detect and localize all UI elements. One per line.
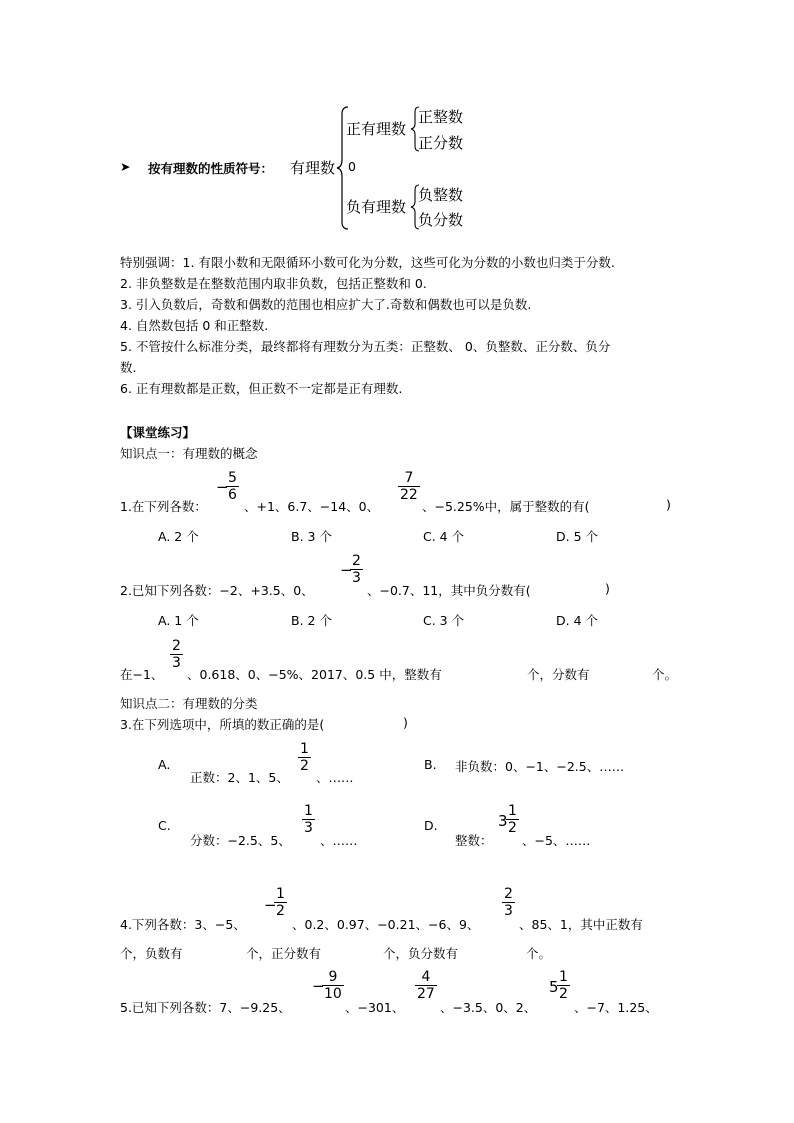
q1-fraction-2	[398, 470, 420, 503]
q2-suffix: 、−0.7、11，其中负分数有(	[367, 583, 531, 598]
q2b-suffix: 、0.618、0、−5%、2017、0.5 中，整数有	[187, 667, 442, 682]
q2-f-den: 3	[352, 570, 361, 586]
q3-a-num: 1	[300, 741, 309, 757]
q2-f-num: 2	[352, 553, 361, 569]
q3-stem: 3.在下列选项中，所填的数正确的是(	[120, 717, 325, 732]
tree-negative: 负有理数	[346, 198, 407, 216]
note-line-6: 6. 正有理数都是正数，但正数不一定都是正有理数.	[120, 381, 403, 396]
q1-fraction-1	[226, 470, 239, 503]
q2-option-d[interactable]: D. 4 个	[556, 613, 598, 628]
q5-f1-num: 9	[328, 969, 338, 985]
q1-option-d[interactable]: D. 5 个	[556, 529, 598, 544]
q3-c-fraction	[302, 803, 315, 836]
note-line-2: 2. 非负整数是在整数范围内取非负数，包括正整数和 0.	[120, 276, 427, 291]
q5-fraction-2	[415, 969, 437, 1002]
q1-f1-num: 5	[228, 470, 237, 486]
q3-c-den: 3	[304, 820, 313, 836]
q3-option-c-label[interactable]: C.	[158, 818, 171, 833]
q4-line2-c: 个，负分数有	[383, 946, 459, 961]
q4-line2-d: 个。	[526, 946, 552, 961]
q5-fraction-3	[557, 969, 570, 1002]
tree-neg-int: 负整数	[418, 186, 464, 204]
q3-d-fraction	[506, 803, 519, 836]
q3-option-b-text: 非负数：0、−1、−2.5、……	[455, 759, 625, 774]
q2-fraction	[350, 553, 363, 586]
tree-pos-int: 正整数	[418, 108, 464, 126]
q5-f3-den: 2	[559, 986, 568, 1002]
note-line-3: 3. 引入负数后，奇数和偶数的范围也相应扩大了.奇数和偶数也可以是负数.	[120, 297, 532, 312]
q3-d-num: 1	[508, 803, 517, 819]
q1-close: )	[666, 497, 671, 512]
q4-f2-num: 2	[504, 886, 513, 902]
tree-positive: 正有理数	[346, 120, 407, 138]
q1-neg-sign: −	[216, 478, 229, 496]
note-line-4: 4. 自然数包括 0 和正整数.	[120, 318, 269, 333]
q3-option-d-text: 整数：	[455, 833, 493, 848]
q5-neg-sign: −	[312, 977, 325, 995]
tree-root: 有理数	[290, 159, 336, 177]
knowledge-point-1: 知识点一：有理数的概念	[120, 446, 258, 461]
q3-c-end: 、……	[320, 833, 358, 848]
q3-d-end: 、−5、……	[522, 833, 591, 848]
q2b-prefix: 在−1、	[120, 667, 164, 682]
q4-f1-num: 1	[276, 886, 285, 902]
q2-prefix: 2.已知下列各数：−2、+3.5、0、	[120, 583, 314, 598]
q3-option-a-text: 正数：2、1、5、	[190, 770, 289, 785]
q4-prefix: 4.下列各数：3、−5、	[120, 917, 246, 932]
q3-option-b-label[interactable]: B.	[424, 757, 437, 772]
q3-a-den: 2	[300, 758, 309, 774]
q3-close: )	[403, 715, 408, 730]
q4-fraction-2	[502, 886, 515, 919]
q3-d-den: 2	[508, 820, 517, 836]
q2b-f-num: 2	[172, 638, 181, 654]
tree-pos-frac: 正分数	[418, 134, 464, 152]
practice-title: 【课堂练习】	[120, 425, 196, 440]
q2b-end: 个。	[652, 667, 678, 682]
q4-f1-den: 2	[276, 903, 285, 919]
q4-line2-b: 个，正分数有	[246, 946, 322, 961]
q5-fraction-1	[322, 969, 344, 1002]
q1-option-c[interactable]: C. 4 个	[423, 529, 465, 544]
q1-f2-num: 7	[404, 470, 414, 486]
q1-prefix: 1.在下列各数：	[120, 499, 207, 514]
note-line-1: 特别强调：1. 有限小数和无限循环小数可化为分数，这些可化为分数的小数也归类于分数.	[120, 255, 615, 270]
q3-d-whole: 3	[498, 812, 508, 830]
q1-mid: 、+1、6.7、−14、0、	[244, 499, 380, 514]
note-line-5a: 5. 不管按什么标准分类，最终都将有理数分为五类：正整数、 0、负整数、正分数、负分	[120, 339, 611, 354]
q4-mid: 、0.2、0.97、−0.21、−6、9、	[292, 917, 480, 932]
q2b-fraction	[170, 638, 183, 671]
q2-option-a[interactable]: A. 1 个	[158, 613, 199, 628]
q2-neg-sign: −	[340, 561, 353, 579]
q1-f1-den: 6	[228, 487, 237, 503]
q2b-f-den: 3	[172, 655, 181, 671]
q2-option-c[interactable]: C. 3 个	[423, 613, 465, 628]
q4-suffix: 、85、1，其中正数有	[519, 917, 643, 932]
q1-f2-den: 22	[400, 487, 418, 503]
q5-whole: 5	[549, 978, 559, 996]
q3-c-num: 1	[304, 803, 313, 819]
q4-neg-sign: −	[264, 896, 277, 914]
q4-line2-a: 个，负数有	[120, 946, 183, 961]
q3-option-a-label[interactable]: A.	[158, 757, 171, 772]
q2-option-b[interactable]: B. 2 个	[291, 613, 332, 628]
note-line-5b: 数.	[120, 360, 137, 375]
tree-neg-frac: 负分数	[418, 211, 464, 229]
q5-f2-num: 4	[421, 969, 431, 985]
q1-option-a[interactable]: A. 2 个	[158, 529, 199, 544]
classification-label: 按有理数的性质符号：	[148, 161, 274, 176]
q5-suffix: 、−7、1.25、	[574, 1000, 658, 1015]
q4-f2-den: 3	[504, 903, 513, 919]
q5-prefix: 5.已知下列各数：7、−9.25、	[120, 1000, 291, 1015]
q2b-mid: 个，分数有	[527, 667, 590, 682]
q2-close: )	[605, 581, 610, 596]
q3-option-d-label[interactable]: D.	[424, 818, 438, 833]
q3-a-fraction	[298, 741, 311, 774]
q3-a-end: 、……	[316, 770, 354, 785]
q5-mid-2: 、−3.5、0、2、	[440, 1000, 537, 1015]
q5-f2-den: 27	[417, 986, 435, 1002]
q3-option-c-text: 分数：−2.5、5、	[190, 833, 291, 848]
q4-fraction-1	[274, 886, 287, 919]
arrow-bullet-icon: ➤	[120, 159, 131, 174]
q5-f3-num: 1	[559, 969, 568, 985]
q1-suffix: 、−5.25%中，属于整数的有(	[422, 499, 590, 514]
q1-option-b[interactable]: B. 3 个	[291, 529, 332, 544]
tree-zero: 0	[348, 159, 356, 174]
q5-mid-1: 、−301、	[345, 1000, 405, 1015]
knowledge-point-2: 知识点二：有理数的分类	[120, 696, 258, 711]
q5-f1-den: 10	[324, 986, 342, 1002]
